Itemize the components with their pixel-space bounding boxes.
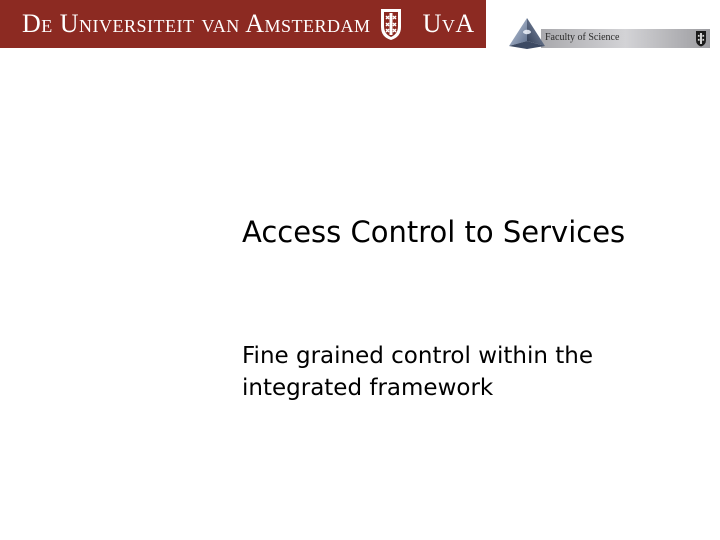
faculty-prism-icon <box>507 16 547 50</box>
university-name: De Universiteit van Amsterdam <box>22 9 371 38</box>
slide-subtitle-line: Fine grained control within the <box>242 343 594 369</box>
faculty-banner <box>507 16 710 50</box>
slide-subtitle-line: integrated framework <box>242 375 494 401</box>
uva-header-banner <box>0 0 486 48</box>
slide-title: Access Control to Services <box>242 215 626 249</box>
slide-subtitle <box>242 340 682 404</box>
faculty-label: Faculty of Science <box>545 32 620 43</box>
faculty-shield-icon <box>695 30 707 47</box>
university-abbreviation: UvA <box>422 9 475 38</box>
uva-shield-icon <box>379 7 403 41</box>
